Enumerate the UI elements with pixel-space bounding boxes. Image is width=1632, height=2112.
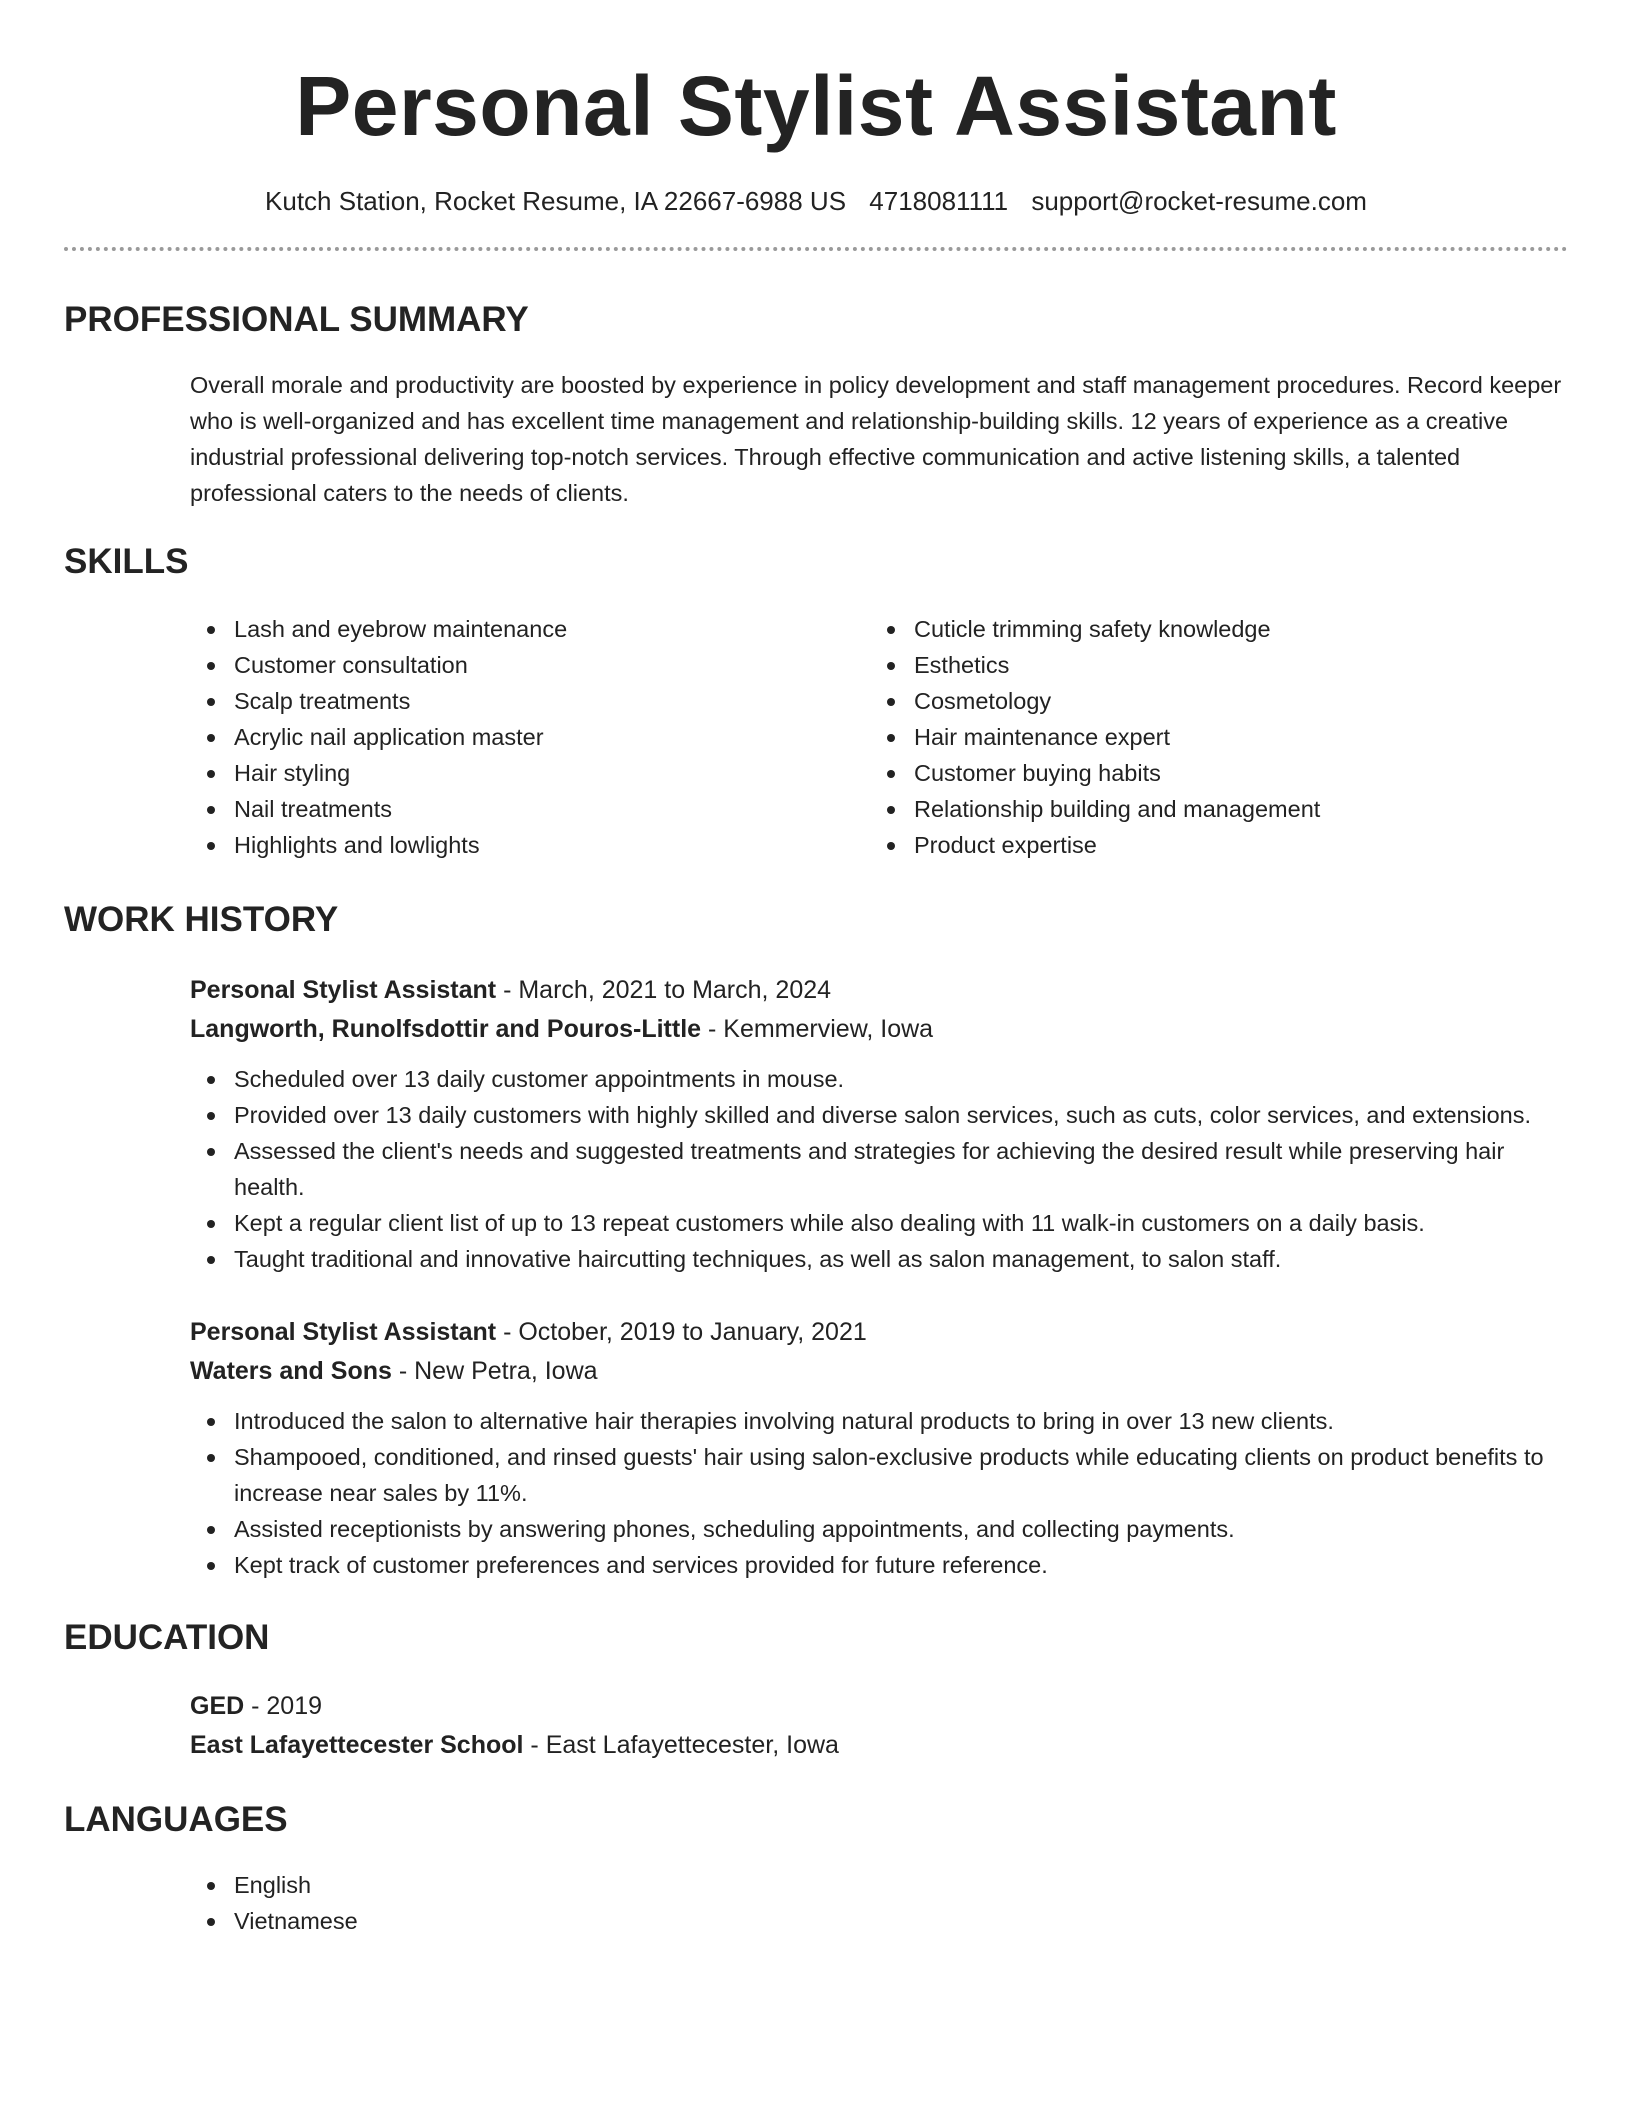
education-year: - 2019 [244, 1692, 323, 1721]
job-location: - New Petra, Iowa [391, 1357, 598, 1386]
job-title-line [190, 1313, 1568, 1352]
job-role: Personal Stylist Assistant [190, 1318, 497, 1347]
summary-heading: PROFESSIONAL SUMMARY [64, 300, 529, 340]
job-bullet: Shampooed, conditioned, and rinsed guests' hair using salon-exclusive products while educating clients on product benefits to increase near sales by 11%. [190, 1439, 1568, 1511]
resume-name: Personal Stylist Assistant [295, 59, 1337, 153]
skill-item: Customer consultation [190, 647, 870, 683]
contact-email: support@rocket-resume.com [1031, 186, 1367, 216]
skill-item: Cosmetology [870, 683, 1550, 719]
contact-phone: 4718081111 [869, 186, 1009, 216]
resume-page [64, 0, 1568, 1939]
skills-column-left [190, 611, 870, 863]
job-bullet: Provided over 13 daily customers with highly skilled and diverse salon services, such as cuts, color services, and extensions. [190, 1097, 1568, 1133]
skill-item: Acrylic nail application master [190, 719, 870, 755]
job-title-line [190, 971, 1568, 1010]
language-item: English [190, 1867, 1568, 1903]
skill-item: Relationship building and management [870, 791, 1550, 827]
skill-item: Cuticle trimming safety knowledge [870, 611, 1550, 647]
skill-item: Hair maintenance expert [870, 719, 1550, 755]
languages-list [190, 1867, 1568, 1939]
job-bullet-list [190, 1061, 1568, 1277]
education-degree: GED [190, 1692, 245, 1721]
education-entry [190, 1687, 1568, 1765]
job-dates: - March, 2021 to March, 2024 [496, 976, 832, 1005]
skill-item: Nail treatments [190, 791, 870, 827]
job-entry [190, 971, 1568, 1277]
job-bullet: Kept track of customer preferences and services provided for future reference. [190, 1547, 1568, 1583]
contact-line [64, 186, 1568, 217]
job-role: Personal Stylist Assistant [190, 976, 497, 1005]
job-company: Langworth, Runolfsdottir and Pouros-Little [190, 1015, 702, 1044]
skills-grid [190, 611, 1568, 863]
skill-item: Customer buying habits [870, 755, 1550, 791]
job-entry [190, 1313, 1568, 1583]
job-dates: - October, 2019 to January, 2021 [496, 1318, 867, 1347]
education-section [64, 1617, 1568, 1765]
job-bullet: Introduced the salon to alternative hair therapies involving natural products to bring in over 13 new clients. [190, 1403, 1568, 1439]
summary-text: Overall morale and productivity are boosted by experience in policy development and staff management procedures. Record keeper who is well-organized and has excellent time management and relationship-building skills. 12 years of experience as a creative industrial professional delivering top-notch services. Through effective communication and active listening skills, a talented professional caters to the needs of clients. [190, 372, 1562, 507]
header-divider [64, 247, 1568, 251]
job-location: - Kemmerview, Iowa [701, 1015, 934, 1044]
skills-heading: SKILLS [64, 542, 189, 582]
skill-item: Highlights and lowlights [190, 827, 870, 863]
job-bullet: Kept a regular client list of up to 13 repeat customers while also dealing with 11 walk-in customers on a daily basis. [190, 1205, 1568, 1241]
skills-section [64, 541, 1568, 863]
job-bullet: Assessed the client's needs and suggested treatments and strategies for achieving the desired result while preserving hair health. [190, 1133, 1568, 1205]
skill-item: Lash and eyebrow maintenance [190, 611, 870, 647]
education-degree-line [190, 1687, 1568, 1726]
job-company: Waters and Sons [190, 1357, 392, 1386]
skill-item: Product expertise [870, 827, 1550, 863]
languages-heading: LANGUAGES [64, 1800, 288, 1840]
contact-address: Kutch Station, Rocket Resume, IA 22667-6988 US [265, 186, 847, 216]
job-company-line [190, 1352, 1568, 1391]
skill-item: Esthetics [870, 647, 1550, 683]
languages-section [64, 1799, 1568, 1939]
education-school-line [190, 1726, 1568, 1765]
job-company-line [190, 1010, 1568, 1049]
summary-section [64, 299, 1568, 511]
work-history-heading: WORK HISTORY [64, 900, 339, 940]
work-history-section [64, 899, 1568, 1583]
education-school: East Lafayettecester School [190, 1731, 524, 1760]
job-bullet-list [190, 1403, 1568, 1583]
education-heading: EDUCATION [64, 1618, 270, 1658]
language-item: Vietnamese [190, 1903, 1568, 1939]
skill-item: Hair styling [190, 755, 870, 791]
job-bullet: Taught traditional and innovative haircutting techniques, as well as salon management, to salon staff. [190, 1241, 1568, 1277]
job-bullet: Assisted receptionists by answering phones, scheduling appointments, and collecting payments. [190, 1511, 1568, 1547]
education-location: - East Lafayettecester, Iowa [523, 1731, 839, 1760]
skills-column-right [870, 611, 1550, 863]
job-bullet: Scheduled over 13 daily customer appointments in mouse. [190, 1061, 1568, 1097]
skill-item: Scalp treatments [190, 683, 870, 719]
